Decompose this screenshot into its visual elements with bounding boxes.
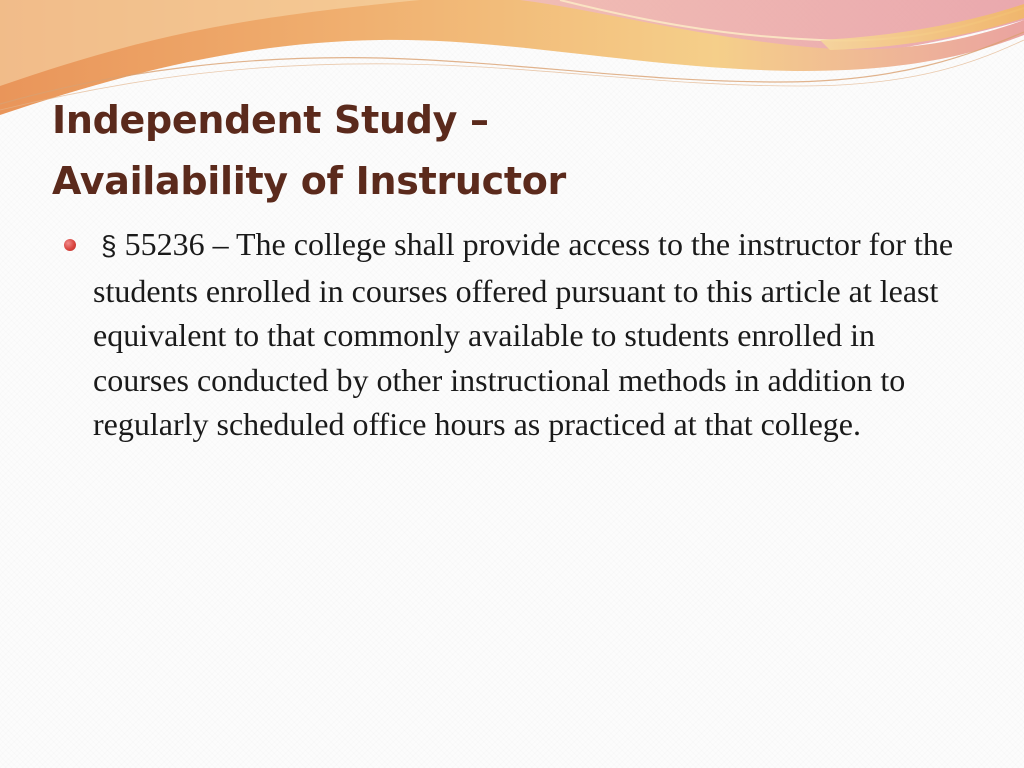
slide-body (62, 222, 962, 447)
slide-title-line-1: Independent Study – (52, 98, 489, 142)
red-dot-bullet-icon (64, 239, 76, 251)
bullet-text (93, 222, 962, 447)
bullet-body-text: 55236 – The college shall provide access to the instructor for the students enrolled in courses offered pursuant to this article at least equivalent to that commonly available to students enrolled in courses conducted by other instructional methods in addition to regularly scheduled office hours as practiced at that college. (93, 226, 954, 442)
slide-title-line-2: Availability of Instructor (52, 159, 566, 203)
section-sign: § (101, 230, 117, 261)
bullet-item (62, 222, 962, 447)
slide-title (52, 90, 566, 212)
